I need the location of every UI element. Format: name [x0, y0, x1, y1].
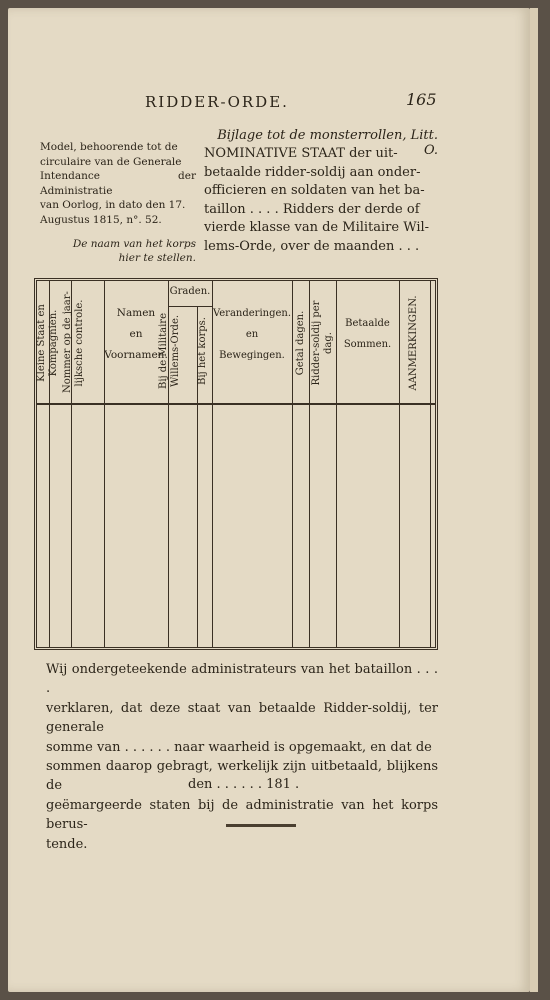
model-line: Augustus 1815, n°. 52. — [40, 213, 162, 226]
col-divider — [309, 281, 310, 647]
header-rule — [37, 403, 435, 405]
title-line: NOMINATIVE STAAT der uit- — [204, 146, 398, 161]
col-divider — [399, 281, 400, 647]
header-namen: Namen en Voornamen. — [104, 307, 168, 361]
model-caption — [40, 140, 196, 228]
header-veranderingen: Veranderingen. en Bewegingen. — [212, 308, 292, 361]
header-aanmerkingen: AANMERKINGEN. — [408, 295, 419, 391]
header-getal-dagen: Getal dagen. — [295, 310, 306, 376]
model-line: van Oorlog, in dato den 17. — [40, 199, 186, 212]
title-line: officieren en soldaten van het ba- — [204, 183, 425, 198]
declaration-line: geëmargeerde staten bij de administratie van het korps berus- — [46, 797, 438, 833]
bijlage-heading: Bijlage tot de monsterrollen, Litt. O. — [217, 128, 438, 158]
nominative-table — [34, 278, 438, 650]
model-line: circulaire van de Generale — [40, 155, 182, 168]
header-kleine-staat: Kleine Staat en Kompagnien. — [36, 304, 59, 382]
staat-title — [204, 145, 438, 256]
note-line: De naam van het korps — [72, 238, 196, 250]
declaration-line: tende. — [46, 836, 88, 852]
date-line: den . . . . . . 181 . — [188, 777, 300, 792]
header-nommer: Nommer op de jaar- lijksche controle. — [62, 291, 85, 393]
declaration-line: verklaren, dat deze staat van betaalde Ridder-soldij, ter generale — [46, 700, 438, 736]
title-line: lems-Orde, over de maanden . . . — [204, 238, 420, 254]
model-line: Model, behoorende tot de — [40, 141, 178, 153]
page-edge — [530, 8, 538, 992]
korps-note — [38, 237, 196, 265]
running-head: RIDDER-ORDE. — [145, 93, 289, 111]
declaration-line: Wij ondergeteekende administrateurs van het bataillon . . . . — [46, 662, 438, 697]
title-line: taillon . . . . Ridders der derde of — [204, 201, 420, 217]
header-betaalde: Betaalde Sommen. — [343, 318, 392, 350]
col-divider — [430, 281, 431, 647]
col-divider — [292, 281, 293, 647]
header-bij-militaire: Bij de Militaire Willems-Orde. — [158, 312, 181, 390]
page-number: 165 — [406, 90, 437, 109]
closing-rule — [226, 824, 296, 827]
model-line: Intendance der Administratie — [40, 170, 196, 197]
header-graden: Graden. — [169, 286, 211, 297]
note-line: hier te stellen. — [118, 252, 196, 264]
declaration-line: somme van . . . . . . naar waarheid is opgemaakt, en dat de — [46, 739, 432, 755]
header-bij-korps: Bij het korps. — [197, 317, 208, 385]
declaration-line: sommen daarop gebragt, werkelijk zijn uitbetaald, blijkens de — [46, 759, 438, 794]
graden-rule — [168, 306, 212, 307]
title-line: betaalde ridder-soldij aan onder- — [204, 164, 421, 180]
header-ridder-soldij: Ridder-soldij per dag. — [311, 300, 334, 386]
title-line: vierde klasse van de Militaire Wil- — [204, 220, 430, 235]
